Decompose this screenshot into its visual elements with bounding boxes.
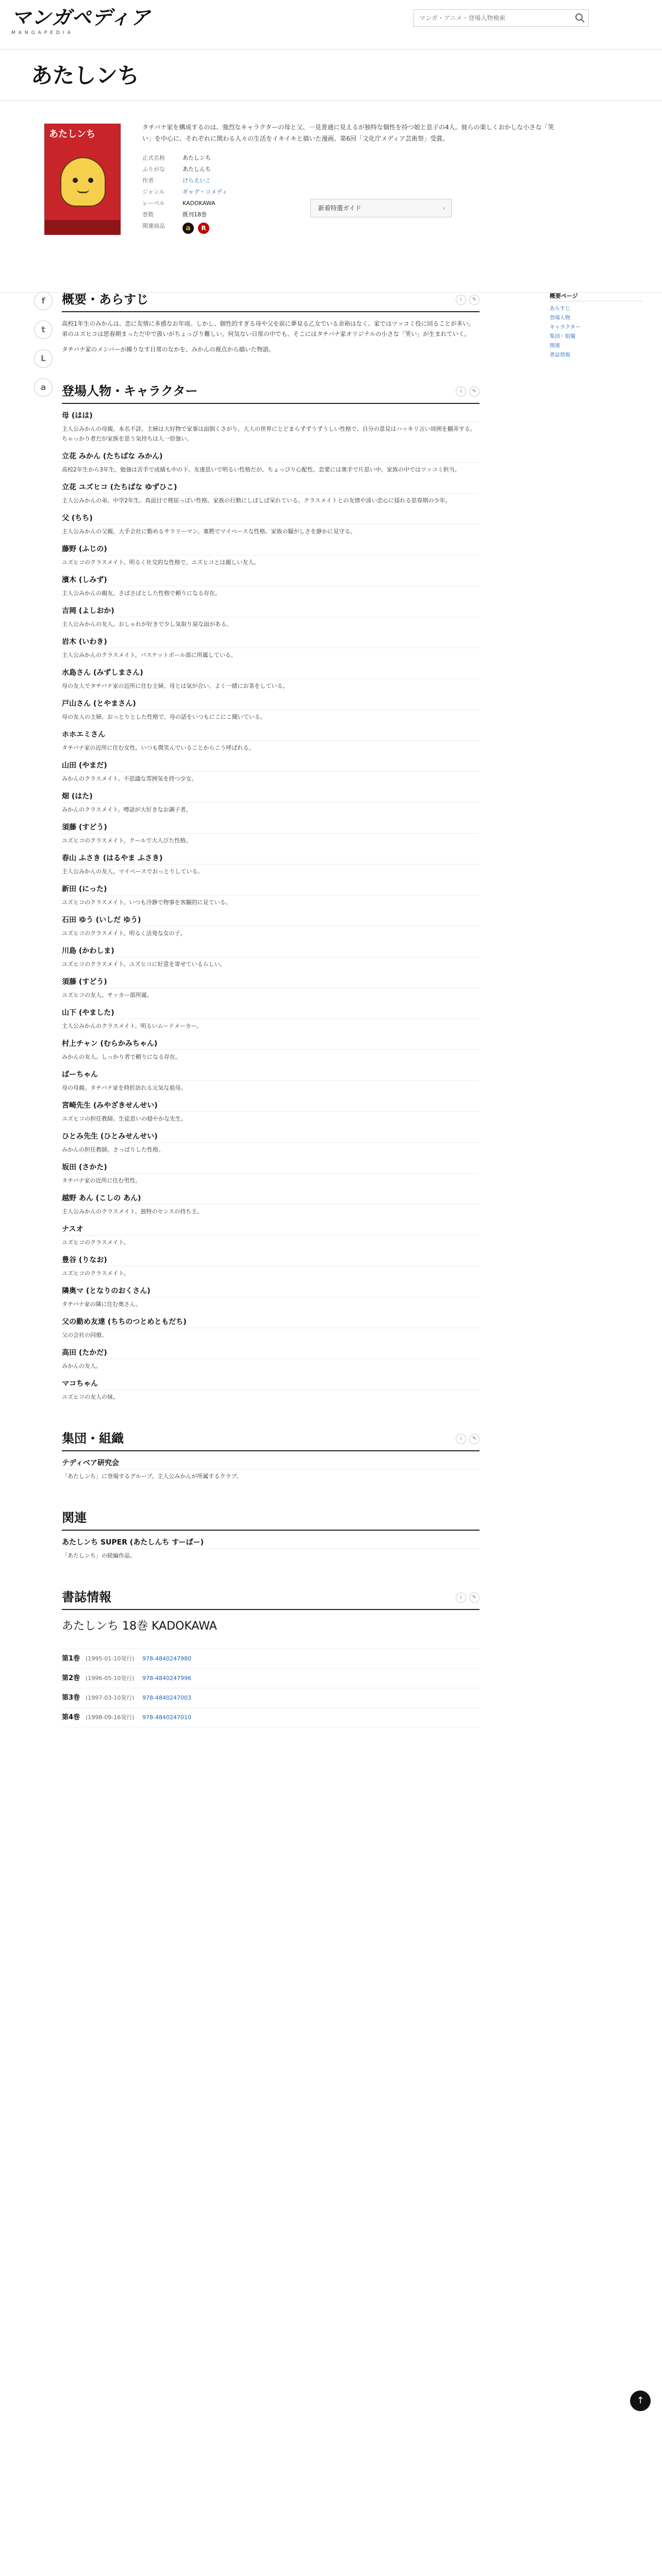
edit-icon[interactable]: ✎ (469, 1434, 479, 1444)
volume-row (62, 1669, 479, 1688)
character-entry (62, 1193, 479, 1216)
section-header (62, 383, 479, 404)
character-description: ユズヒコの担任教師。生徒思いの穏やかな先生。 (62, 1115, 187, 1122)
meta-row (142, 152, 297, 164)
meta-value[interactable]: けらえいこ (183, 177, 211, 184)
section-header (62, 1431, 479, 1451)
group-description: 「あたしンち」に登場するグループ。主人公みかんが所属するクラブ。 (62, 1473, 242, 1480)
sidebar-item[interactable]: 関連 (550, 343, 560, 349)
character-description: みかんの友人。しっかり者で頼りになる存在。 (62, 1054, 181, 1060)
character-list (62, 410, 479, 1402)
meta-row (142, 209, 297, 221)
twitter-icon[interactable]: t (34, 320, 53, 339)
character-name[interactable]: 川島 (かわしま) (62, 945, 479, 957)
cover-footer-band (45, 220, 120, 234)
meta-row (142, 198, 297, 209)
section-title: 登場人物・キャラクター (62, 384, 198, 398)
volume-row (62, 1688, 479, 1708)
character-name[interactable]: 豊谷 (りなお) (62, 1255, 479, 1266)
character-description: 主人公みかんの父親。大手会社に勤めるサラリーマン。寡黙でマイペースな性格。家族の騒がしさを静かに見守る。 (62, 528, 356, 535)
character-description: ユズヒコのクラスメイト。 (62, 1270, 129, 1277)
character-name[interactable]: 須藤 (すどう) (62, 822, 479, 834)
character-description: 主人公みかんの親友。さばさばとした性格で頼りになる存在。 (62, 590, 221, 597)
character-name[interactable]: 立花 みかん (たちばな みかん) (62, 451, 479, 463)
character-name[interactable]: 石田 ゆう (いしだ ゆう) (62, 914, 479, 926)
volume-date: (1997-03-10発行) (86, 1694, 135, 1701)
cover-image[interactable] (44, 124, 121, 235)
character-entry (62, 884, 479, 907)
character-description: 主人公みかんのクラスメイト。バスケットボール部に所属している。 (62, 652, 237, 658)
character-entry (62, 513, 479, 536)
related-work-name[interactable]: あたしンち SUPER (あたしんち すーぱー) (62, 1537, 479, 1549)
volume-row (62, 1708, 479, 1727)
character-description: 高校2年生から3年生。勉強は苦手で成績も中の下。友達思いで明るい性格だが、ちょっぴり心配性。恋愛には奥手で片思い中。家族の中ではツッコミ担当。 (62, 466, 460, 473)
character-entry (62, 1347, 479, 1371)
section-tools (456, 295, 479, 305)
section-title: 書誌情報 (62, 1590, 111, 1604)
character-description: 主人公みかんの友人。マイペースでおっとりしている。 (62, 868, 204, 875)
character-description: みかんのクラスメイト。噂話が大好きなお調子者。 (62, 806, 192, 813)
share-buttons (34, 292, 55, 407)
chevron-right-icon: › (442, 205, 445, 212)
volume-date: (1998-09-16発行) (86, 1714, 135, 1721)
character-name[interactable]: 戸山さん (とやまさん) (62, 698, 479, 710)
summary-paragraph: タチバナ家のメンバーが繰りなす日常のなかを、みかんの視点から描いた物語。 (62, 346, 275, 353)
character-entry (62, 945, 479, 969)
section-header (62, 1589, 479, 1610)
character-name[interactable]: 吉岡 (よしおか) (62, 605, 479, 617)
meta-key: 巻数 (142, 211, 154, 218)
character-name[interactable]: 村上チャン (むらかみちゃん) (62, 1038, 479, 1050)
character-entry (62, 1100, 479, 1124)
volume-isbn-link[interactable]: 978-4840247980 (142, 1655, 191, 1662)
edit-icon[interactable]: ✎ (469, 386, 479, 397)
cover-title: あたしンち (49, 129, 95, 140)
line-icon[interactable]: L (34, 349, 53, 368)
volume-label: 第1巻 (62, 1654, 80, 1663)
groups-section (62, 1431, 479, 1481)
character-entry (62, 544, 479, 567)
volume-date: (1996-05-10発行) (86, 1674, 135, 1682)
character-description: 主人公みかんの弟。中学2年生。真面目で理屈っぽい性格。家族の行動にしばしば呆れている。クラスメイトとの友情や淡い恋心に揺れる思春期の少年。 (62, 497, 451, 504)
related-guide-label: 新着特選ガイド (318, 205, 361, 212)
character-name[interactable]: 立花 ユズヒコ (たちばな ゆずひこ) (62, 482, 479, 494)
character-entry (62, 1285, 479, 1309)
meta-table (142, 152, 297, 234)
search-icon[interactable] (575, 13, 585, 23)
character-name[interactable]: 水島さん (みずしまさん) (62, 667, 479, 679)
meta-row (142, 164, 297, 175)
sidebar-item[interactable]: 登場人物 (550, 315, 570, 321)
section-tools (456, 386, 479, 397)
info-icon[interactable]: i (456, 386, 466, 397)
character-description: 主人公みかんのクラスメイト。明るいムードメーカー。 (62, 1023, 203, 1029)
edit-icon[interactable]: ✎ (469, 295, 479, 305)
character-name[interactable]: 高田 (たかだ) (62, 1347, 479, 1359)
character-description: 主人公みかんのクラスメイト。独特のセンスの持ち主。 (62, 1208, 203, 1215)
character-entry (62, 1162, 479, 1185)
character-description: ユズヒコのクラスメイト。ユズヒコに好意を寄せているらしい。 (62, 961, 226, 968)
search-box (413, 9, 589, 27)
meta-key: 作者 (142, 177, 154, 184)
work-lead: タチバナ家を構成するのは、強烈なキャラクターの母と父、一見普通に見えるが独特な個性を持つ娘と息子の4人。彼らの楽しくおかしな小さな「笑い」を中心に、それぞれに関わる人々の生活をイキイキと描いた漫画。第6回「文化庁メディア芸術祭」受賞。 (142, 124, 554, 142)
scroll-to-top-button[interactable]: ↑ (630, 2391, 651, 2411)
sidebar-item[interactable]: あらすじ (550, 306, 570, 312)
meta-row (142, 187, 297, 198)
book-series-title: あたしンち 18巻 KADOKAWA (62, 1620, 217, 1633)
character-entry (62, 760, 479, 784)
sidebar-heading: 概要ページ (550, 292, 642, 301)
character-name[interactable]: ばーちゃん (62, 1069, 479, 1081)
volume-row (62, 1649, 479, 1669)
character-name[interactable]: ホホエミさん (62, 729, 479, 741)
amazon-icon[interactable]: a (183, 223, 194, 234)
main-content (62, 292, 479, 1756)
info-icon[interactable]: i (456, 295, 466, 305)
character-entry (62, 636, 479, 660)
volume-date: (1995-01-10発行) (86, 1655, 135, 1662)
volume-label: 第2巻 (62, 1674, 80, 1682)
character-name[interactable]: 父 (ちち) (62, 513, 479, 524)
character-name[interactable]: 隣奥マ (となりのおくさん) (62, 1285, 479, 1297)
summary-section (62, 292, 479, 354)
meta-key: ジャンル (142, 189, 165, 195)
character-name[interactable]: 山田 (やまだ) (62, 760, 479, 772)
character-description: みかんの担任教師。さっぱりした性格。 (62, 1146, 164, 1153)
character-description: タチバナ家の隣に住む奥さん。 (62, 1301, 141, 1308)
edit-icon[interactable]: ✎ (469, 1592, 479, 1603)
info-icon[interactable]: i (456, 1592, 466, 1603)
meta-key: 関連商品 (142, 223, 165, 229)
character-entry (62, 574, 479, 598)
character-name[interactable]: マコちゃん (62, 1378, 479, 1390)
character-entry (62, 1131, 479, 1155)
character-description: ユズヒコのクラスメイト。クールで大人びた性格。 (62, 837, 192, 844)
logo-text: マンガペディア (11, 6, 151, 29)
character-name[interactable]: 越野 あん (こしの あん) (62, 1193, 479, 1205)
bibliography-section (62, 1589, 479, 1727)
character-entry (62, 1316, 479, 1340)
site-logo[interactable] (11, 7, 166, 36)
logo-subtext: MANGAPEDIA (11, 30, 74, 36)
cover-eye-right (88, 178, 93, 183)
meta-key: レーベル (142, 200, 165, 207)
cover-eye-left (73, 178, 78, 183)
sidebar-item[interactable]: 集団・組織 (550, 334, 575, 340)
info-icon[interactable]: i (456, 1434, 466, 1444)
meta-value: KADOKAWA (183, 200, 216, 207)
volume-list (62, 1649, 479, 1727)
character-entry (62, 482, 479, 505)
volume-isbn-link[interactable]: 978-4840247996 (142, 1674, 191, 1682)
character-name[interactable]: 濱木 (しみず) (62, 574, 479, 586)
meta-value[interactable]: ギャグ・コメディ (183, 189, 228, 195)
facebook-icon[interactable]: f (34, 292, 53, 310)
character-name[interactable]: 須藤 (すどう) (62, 976, 479, 988)
character-description: タチバナ家の近所に住む男性。 (62, 1177, 141, 1184)
store-links (183, 223, 209, 234)
volume-isbn-link[interactable]: 978-4840247003 (142, 1694, 191, 1701)
section-title: 概要・あらすじ (62, 293, 148, 307)
section-title: 関連 (62, 1511, 87, 1525)
character-description: ユズヒコのクラスメイト。明るく社交的な性格で、ユズヒコとは親しい友人。 (62, 559, 260, 566)
character-name[interactable]: 春山 ふさき (はるやま ふさき) (62, 853, 479, 865)
character-entry (62, 976, 479, 1000)
section-title: 集団・組織 (62, 1432, 124, 1446)
character-name[interactable]: 新田 (にった) (62, 884, 479, 895)
character-description: ユズヒコのクラスメイト。 (62, 1239, 129, 1246)
character-entry (62, 914, 479, 938)
character-description: ユズヒコの友人の妹。 (62, 1394, 119, 1400)
character-description: みかんの友人。 (62, 1363, 102, 1369)
character-entry (62, 605, 479, 629)
site-header (0, 0, 662, 49)
character-name[interactable]: 宮崎先生 (みやざきせんせい) (62, 1100, 479, 1112)
cover-mouth (77, 189, 89, 193)
meta-row (142, 175, 297, 187)
character-description: みかんのクラスメイト。不思議な雰囲気を持つ少女。 (62, 775, 197, 782)
meta-value: 既刊18巻 (183, 211, 207, 218)
character-name[interactable]: 父の勤め友達 (ちちのつとめともだち) (62, 1316, 479, 1328)
character-name[interactable]: 母 (はは) (62, 410, 479, 422)
character-entry (62, 1069, 479, 1093)
character-entry (62, 822, 479, 845)
related-guide-button[interactable] (310, 199, 452, 217)
search-input[interactable] (414, 10, 569, 26)
meta-value: あたしンち (183, 155, 211, 161)
character-entry (62, 1255, 479, 1278)
character-name[interactable]: 藤野 (ふじの) (62, 544, 479, 555)
volume-label: 第3巻 (62, 1693, 80, 1702)
character-entry (62, 791, 479, 815)
character-description: 母の母親。タチバナ家を時折訪れる元気な祖母。 (62, 1084, 187, 1091)
character-entry (62, 1038, 479, 1062)
character-entry (62, 698, 479, 722)
title-band (0, 49, 662, 101)
character-entry (62, 451, 479, 474)
character-entry (62, 1378, 479, 1402)
character-description: ユズヒコのクラスメイト。明るく活発な女の子。 (62, 930, 186, 937)
sidebar-toc (550, 292, 642, 360)
character-name[interactable]: 坂田 (さかた) (62, 1162, 479, 1174)
meta-key: 正式名称 (142, 155, 165, 161)
character-name[interactable]: 畑 (はた) (62, 791, 479, 803)
meta-key: ふりがな (142, 166, 165, 173)
character-description: ユズヒコのクラスメイト。いつも冷静で物事を客観的に見ている。 (62, 899, 231, 906)
hatena-icon[interactable]: a (34, 378, 53, 397)
group-name[interactable]: テディベア研究会 (62, 1458, 479, 1469)
character-name[interactable]: 岩木 (いわき) (62, 636, 479, 648)
character-name[interactable]: ひとみ先生 (ひとみせんせい) (62, 1131, 479, 1143)
section-tools (456, 1592, 479, 1603)
volume-label: 第4巻 (62, 1713, 80, 1721)
cover-character-illustration (60, 157, 106, 207)
characters-section (62, 383, 479, 1402)
character-entry (62, 667, 479, 691)
character-description: 母の友人の主婦。おっとりとした性格で、母の話をいつもにこにこ聞いている。 (62, 714, 266, 720)
character-name[interactable]: ナスオ (62, 1224, 479, 1235)
character-entry (62, 853, 479, 876)
volume-isbn-link[interactable]: 978-4840247010 (142, 1714, 191, 1721)
book-series-row (62, 1616, 479, 1649)
meta-row (142, 221, 297, 234)
rakuten-icon[interactable]: R (198, 223, 209, 234)
summary-paragraph: 高校1年生のみかんは、恋に友情に多感なお年頃。しかし、個性的すぎる母や父を前に夢見る乙女でいる余裕はなく、家ではツッコミ役に回ることが多い。弟のユズヒコは思春期まっただ中で扱いがちょっぴり難しい。何気ない日常の中でも、そこにはタチバナ家オリジナルの小さな「笑い」が生まれていく。 (62, 320, 475, 337)
page-title: あたしンち (31, 63, 140, 88)
character-entry (62, 410, 479, 444)
character-entry (62, 1224, 479, 1247)
sidebar-item[interactable]: 書誌情報 (550, 352, 570, 358)
character-description: 主人公みかんの友人。おしゃれが好きで少し気取り屋な面がある。 (62, 621, 232, 628)
character-description: タチバナ家の近所に住む女性。いつも微笑んでいることからこう呼ばれる。 (62, 744, 255, 751)
section-header (62, 292, 479, 312)
section-tools (456, 1434, 479, 1444)
character-description: 母の友人でタチバナ家の近所に住む主婦。母とは気が合い、よく一緒にお茶をしている。 (62, 683, 289, 689)
section-header (62, 1510, 479, 1531)
related-section (62, 1510, 479, 1561)
character-description: ユズヒコの友人。サッカー部所属。 (62, 992, 153, 998)
related-work-description: 「あたしンち」の続編作品。 (62, 1552, 136, 1559)
character-entry (62, 729, 479, 753)
meta-value: あたしんち (183, 166, 211, 173)
sidebar-items (550, 304, 642, 360)
character-name[interactable]: 山下 (やました) (62, 1007, 479, 1019)
character-description: 父の会社の同僚。 (62, 1332, 107, 1338)
work-info (0, 101, 662, 293)
character-description: 主人公みかんの母親。本名不詳。主婦は大好物で家事は面倒くさがり。大人の世界にとどまらずずうずうしい性格で、自分の意見はハッキリ言い周囲を翻弄する。ちゃっかり者だが家族を思う気持ちは人一倍強い。 (62, 426, 476, 442)
sidebar-item[interactable]: キャラクター (550, 325, 581, 330)
character-entry (62, 1007, 479, 1031)
